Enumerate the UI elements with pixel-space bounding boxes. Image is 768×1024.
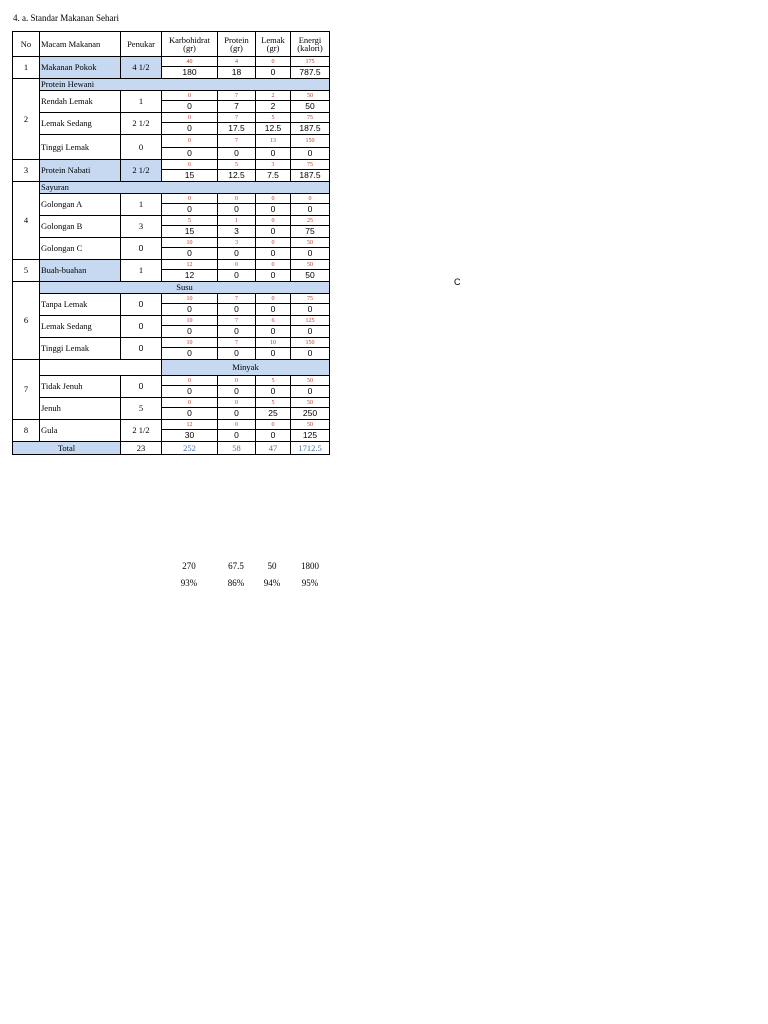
val-karbo: 0 [162, 348, 218, 360]
total-lemak: 47 [256, 442, 291, 455]
val-karbo: 0 [162, 326, 218, 338]
val-karbo: 30 [162, 430, 218, 442]
val-lemak: 2 [256, 101, 291, 113]
ref-karbo: 0 [162, 398, 218, 408]
val-protein: 0 [218, 270, 256, 282]
ref-energi: 75 [291, 160, 330, 170]
val-energi: 125 [291, 430, 330, 442]
ref-lemak: 5 [256, 113, 291, 123]
val-protein: 0 [218, 204, 256, 216]
table-row [13, 194, 330, 204]
ref-lemak: 5 [256, 376, 291, 386]
food-name: Gula [40, 420, 121, 442]
ref-karbo: 0 [162, 113, 218, 123]
stray-c-label: C [454, 277, 461, 287]
val-karbo: 0 [162, 204, 218, 216]
penukar-value: 2 1/2 [121, 420, 162, 442]
needs-karbo: 270 [182, 561, 196, 571]
penukar-value: 1 [121, 91, 162, 113]
penukar-value: 1 [121, 194, 162, 216]
ref-energi: 50 [291, 398, 330, 408]
ref-lemak: 0 [256, 194, 291, 204]
val-karbo: 0 [162, 304, 218, 316]
penukar-value: 2 1/2 [121, 113, 162, 135]
val-energi: 0 [291, 386, 330, 398]
ref-lemak: 10 [256, 338, 291, 348]
food-name: Protein Nabati [40, 160, 121, 182]
val-energi: 187.5 [291, 170, 330, 182]
val-lemak: 0 [256, 326, 291, 338]
val-energi: 187.5 [291, 123, 330, 135]
ref-karbo: 40 [162, 57, 218, 67]
ref-energi: 175 [291, 57, 330, 67]
ref-energi: 75 [291, 113, 330, 123]
ref-energi: 125 [291, 316, 330, 326]
needs-lemak: 50 [267, 561, 277, 571]
row-no: 8 [13, 420, 40, 442]
ref-lemak: 0 [256, 57, 291, 67]
needs-energi: 1800 [301, 561, 319, 571]
section-label: Minyak [162, 360, 330, 376]
ref-karbo: 10 [162, 294, 218, 304]
header-row [13, 32, 330, 57]
ref-protein: 5 [218, 160, 256, 170]
val-lemak: 0 [256, 248, 291, 260]
val-protein: 0 [218, 304, 256, 316]
ref-protein: 7 [218, 135, 256, 148]
ref-energi: 0 [291, 194, 330, 204]
val-protein: 0 [218, 408, 256, 420]
ref-karbo: 10 [162, 316, 218, 326]
val-karbo: 0 [162, 123, 218, 135]
row-no: 6 [13, 282, 40, 360]
header-lemak: Lemak (gr) [256, 32, 291, 57]
penukar-value: 0 [121, 135, 162, 160]
ref-energi: 150 [291, 135, 330, 148]
ref-karbo: 0 [162, 91, 218, 101]
table-row [13, 294, 330, 304]
ref-protein: 0 [218, 260, 256, 270]
val-lemak: 0 [256, 270, 291, 282]
ref-lemak: 6 [256, 316, 291, 326]
section-row [13, 282, 330, 294]
food-name: Golongan B [40, 216, 121, 238]
ref-karbo: 0 [162, 376, 218, 386]
penukar-value: 3 [121, 216, 162, 238]
ref-energi: 50 [291, 91, 330, 101]
section-row [13, 360, 330, 376]
val-karbo: 0 [162, 101, 218, 113]
total-row [13, 442, 330, 455]
section-label: Protein Hewani [40, 79, 330, 91]
row-no: 2 [13, 79, 40, 160]
pct-lemak: 94% [263, 578, 281, 588]
val-protein: 3 [218, 226, 256, 238]
ref-lemak: 5 [256, 398, 291, 408]
table-row [13, 238, 330, 248]
food-name: Tidak Jenuh [40, 376, 121, 398]
ref-karbo: 12 [162, 420, 218, 430]
val-lemak: 12.5 [256, 123, 291, 135]
ref-energi: 150 [291, 338, 330, 348]
food-name: Tanpa Lemak [40, 294, 121, 316]
table-row [13, 420, 330, 430]
needs-protein: 67.5 [228, 561, 244, 571]
row-no: 3 [13, 160, 40, 182]
val-protein: 18 [218, 67, 256, 79]
pct-protein: 86% [227, 578, 245, 588]
penukar-value: 4 1/2 [121, 57, 162, 79]
penukar-value: 2 1/2 [121, 160, 162, 182]
table-row [13, 113, 330, 123]
val-protein: 0 [218, 348, 256, 360]
val-karbo: 15 [162, 170, 218, 182]
val-energi: 50 [291, 101, 330, 113]
val-energi: 0 [291, 148, 330, 160]
ref-protein: 7 [218, 294, 256, 304]
val-protein: 0 [218, 248, 256, 260]
val-lemak: 7.5 [256, 170, 291, 182]
table-row [13, 91, 330, 101]
section-label: Sayuran [40, 182, 330, 194]
val-lemak: 25 [256, 408, 291, 420]
section-row [13, 182, 330, 194]
ref-lemak: 2 [256, 91, 291, 101]
val-protein: 0 [218, 430, 256, 442]
val-protein: 7 [218, 101, 256, 113]
ref-lemak: 0 [256, 216, 291, 226]
ref-protein: 0 [218, 194, 256, 204]
val-energi: 0 [291, 304, 330, 316]
ref-energi: 50 [291, 420, 330, 430]
page-title: 4. a. Standar Makanan Sehari [13, 13, 119, 23]
val-lemak: 0 [256, 304, 291, 316]
ref-karbo: 0 [162, 194, 218, 204]
val-energi: 787.5 [291, 67, 330, 79]
ref-lemak: 3 [256, 160, 291, 170]
val-lemak: 0 [256, 348, 291, 360]
val-karbo: 180 [162, 67, 218, 79]
val-energi: 250 [291, 408, 330, 420]
header-penukar: Penukar [121, 32, 162, 57]
ref-protein: 1 [218, 216, 256, 226]
table-row [13, 260, 330, 270]
ref-lemak: 0 [256, 294, 291, 304]
ref-protein: 0 [218, 420, 256, 430]
val-protein: 12.5 [218, 170, 256, 182]
ref-karbo: 5 [162, 216, 218, 226]
ref-lemak: 13 [256, 135, 291, 148]
ref-protein: 7 [218, 113, 256, 123]
ref-energi: 50 [291, 376, 330, 386]
ref-energi: 25 [291, 216, 330, 226]
section-spacer [40, 360, 162, 376]
ref-karbo: 6 [162, 160, 218, 170]
ref-protein: 7 [218, 91, 256, 101]
header-macam: Macam Makanan [40, 32, 121, 57]
val-energi: 0 [291, 326, 330, 338]
val-energi: 75 [291, 226, 330, 238]
table-row [13, 376, 330, 386]
row-no: 1 [13, 57, 40, 79]
ref-protein: 0 [218, 398, 256, 408]
row-no: 5 [13, 260, 40, 282]
val-karbo: 0 [162, 408, 218, 420]
table-row [13, 160, 330, 170]
penukar-value: 0 [121, 338, 162, 360]
val-lemak: 0 [256, 67, 291, 79]
section-row [13, 79, 330, 91]
table-row [13, 338, 330, 348]
penukar-value: 0 [121, 294, 162, 316]
val-protein: 0 [218, 148, 256, 160]
food-name: Rendah Lemak [40, 91, 121, 113]
penukar-value: 1 [121, 260, 162, 282]
val-protein: 17.5 [218, 123, 256, 135]
val-lemak: 0 [256, 204, 291, 216]
ref-karbo: 10 [162, 238, 218, 248]
val-karbo: 15 [162, 226, 218, 238]
table-row [13, 398, 330, 408]
val-lemak: 0 [256, 386, 291, 398]
table-row [13, 135, 330, 148]
row-no: 7 [13, 360, 40, 420]
row-no: 4 [13, 182, 40, 260]
header-protein: Protein (gr) [218, 32, 256, 57]
table-row [13, 216, 330, 226]
total-label: Total [13, 442, 121, 455]
total-karbo: 252 [162, 442, 218, 455]
penukar-value: 0 [121, 376, 162, 398]
val-karbo: 0 [162, 386, 218, 398]
penukar-value: 5 [121, 398, 162, 420]
val-lemak: 0 [256, 430, 291, 442]
penukar-value: 0 [121, 238, 162, 260]
val-energi: 50 [291, 270, 330, 282]
food-name: Tinggi Lemak [40, 338, 121, 360]
ref-energi: 50 [291, 260, 330, 270]
val-energi: 0 [291, 204, 330, 216]
ref-protein: 7 [218, 338, 256, 348]
food-name: Golongan A [40, 194, 121, 216]
food-name: Lemak Sedang [40, 316, 121, 338]
section-label: Susu [40, 282, 330, 294]
val-energi: 0 [291, 248, 330, 260]
val-protein: 0 [218, 386, 256, 398]
header-karbo: Karbohidrat (gr) [162, 32, 218, 57]
food-name: Tinggi Lemak [40, 135, 121, 160]
val-karbo: 0 [162, 148, 218, 160]
ref-protein: 7 [218, 316, 256, 326]
val-lemak: 0 [256, 226, 291, 238]
ref-lemak: 0 [256, 238, 291, 248]
table-row [13, 57, 330, 67]
food-name: Jenuh [40, 398, 121, 420]
food-name: Lemak Sedang [40, 113, 121, 135]
ref-protein: 3 [218, 238, 256, 248]
header-energi: Energi (kalori) [291, 32, 330, 57]
pct-karbo: 93% [180, 578, 198, 588]
table-row [13, 316, 330, 326]
food-name: Buah-buahan [40, 260, 121, 282]
penukar-value: 0 [121, 316, 162, 338]
val-karbo: 12 [162, 270, 218, 282]
total-energi: 1712.5 [291, 442, 330, 455]
ref-energi: 50 [291, 238, 330, 248]
ref-karbo: 10 [162, 338, 218, 348]
ref-energi: 75 [291, 294, 330, 304]
val-lemak: 0 [256, 148, 291, 160]
total-penukar: 23 [121, 442, 162, 455]
ref-protein: 0 [218, 376, 256, 386]
food-standard-table [12, 31, 330, 455]
ref-karbo: 0 [162, 135, 218, 148]
ref-lemak: 0 [256, 260, 291, 270]
val-karbo: 0 [162, 248, 218, 260]
total-protein: 58 [218, 442, 256, 455]
ref-protein: 4 [218, 57, 256, 67]
food-name: Makanan Pokok [40, 57, 121, 79]
ref-lemak: 0 [256, 420, 291, 430]
food-name: Golongan C [40, 238, 121, 260]
val-energi: 0 [291, 348, 330, 360]
ref-karbo: 12 [162, 260, 218, 270]
header-no: No [13, 32, 40, 57]
val-protein: 0 [218, 326, 256, 338]
pct-energi: 95% [301, 578, 319, 588]
